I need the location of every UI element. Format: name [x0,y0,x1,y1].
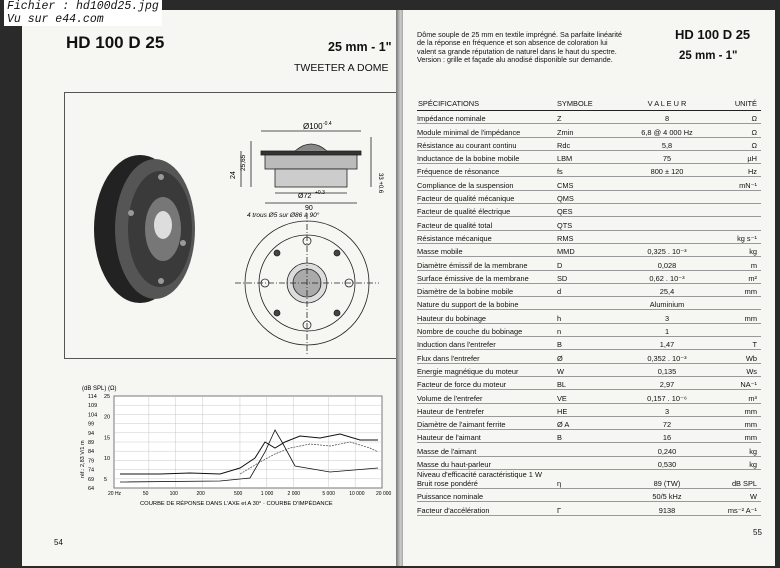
cell-sym: η [555,470,624,489]
cell-unit: Ω [710,137,761,150]
cell-sym: BL [555,376,624,389]
graph-ohm-ticks [104,394,110,483]
cell-unit: mm [710,283,761,296]
ohm-tick-label: 10 [104,456,111,463]
cell-val: 1 [624,323,710,336]
cell-val: 72 [624,416,710,429]
dim-25: 25,65 [240,154,247,171]
cell-spec: Nature du support de la bobine [417,297,555,310]
cell-sym: HE [555,403,624,416]
cell-spec: Masse mobile [417,243,555,256]
cell-sym: QTS [555,217,624,230]
cell-val: 5,8 [624,137,710,150]
x-tick-label: 500 [233,491,243,497]
header-unit: UNITÉ [710,96,761,111]
dim-24: 24 [230,171,237,179]
cell-val: 0,530 [624,456,710,469]
y-tick-label: 74 [88,467,95,474]
cell-sym [555,489,624,502]
cell-spec: Hauteur du bobinage [417,310,555,323]
graph-ylabel-spl: (dB SPL) [82,386,107,392]
watermark-line1: Fichier : hd100d25.jpg [7,0,159,13]
ohm-tick-label: 15 [104,435,111,442]
table-row [417,124,761,137]
cell-sym: n [555,323,624,336]
cell-unit: m [710,257,761,270]
cell-sym: B [555,430,624,443]
cell-spec: Masse de l'aimant [417,443,555,456]
table-row [417,443,761,456]
cell-val: 16 [624,430,710,443]
table-row [417,243,761,256]
y-tick-label: 104 [88,412,98,419]
cell-unit: Hz [710,164,761,177]
cell-unit: T [710,337,761,350]
cell-unit [710,217,761,230]
cell-val: 0,240 [624,443,710,456]
cell-unit [710,323,761,336]
ohm-tick-label: 25 [104,394,111,400]
graph-ylabel-ohm: (Ω) [108,386,117,392]
table-row [417,164,761,177]
cell-unit [710,190,761,203]
cell-unit: Ws [710,363,761,376]
cell-spec: Impédance nominale [417,111,555,124]
dim-diameter-tol: -0.4 [323,121,332,127]
table-row [417,204,761,217]
cell-spec: Hauteur de l'entrefer [417,403,555,416]
table-row [417,416,761,429]
cell-sym: Ø [555,350,624,363]
cell-sym: VE [555,390,624,403]
cell-unit [710,204,761,217]
cell-val: 0,157 . 10⁻⁶ [624,390,710,403]
cell-val [624,190,710,203]
table-row [417,430,761,443]
x-tick-label: 200 [196,491,205,497]
x-tick-label: 20 000 [376,491,392,497]
tweeter-drawing [65,93,399,358]
cell-val: 3 [624,403,710,416]
cell-spec: Fréquence de résonance [417,164,555,177]
cell-unit: m² [710,270,761,283]
spec-table-body [417,111,761,516]
cell-unit: mm [710,430,761,443]
y-tick-label: 94 [88,430,95,437]
table-row [417,376,761,389]
graph-x-ticks [108,491,392,497]
page-number-left: 54 [54,538,63,547]
table-row [417,283,761,296]
cell-unit: dB SPL [710,470,761,489]
cell-sym: Ø A [555,416,624,429]
cell-val [624,177,710,190]
cell-val: 1,47 [624,337,710,350]
table-row [417,310,761,323]
x-tick-label: 10 000 [349,491,365,497]
cell-spec: Diamètre émissif de la membrane [417,257,555,270]
cell-sym: Rdc [555,137,624,150]
ohm-tick-label: 20 [104,414,111,421]
cell-unit [710,297,761,310]
cell-unit: NA⁻¹ [710,376,761,389]
cell-spec: Niveau d'efficacité caractéristique 1 W Bruit rose pondéré [417,470,555,489]
dim-holes: 4 trous Ø5 sur Ø86 à 90° [247,212,320,219]
cell-sym: D [555,257,624,270]
right-page [403,10,775,566]
cell-val: 0,325 . 10⁻³ [624,243,710,256]
cell-spec: Résistance au courant continu [417,137,555,150]
cell-spec: Flux dans l'entrefer [417,350,555,363]
cell-spec: Inductance de la bobine mobile [417,150,555,163]
dim-90: 90 [305,205,313,212]
cell-unit: kg [710,456,761,469]
spec-header-row [417,96,761,111]
right-size: 25 mm - 1" [679,50,738,62]
cell-spec: Energie magnétique du moteur [417,363,555,376]
product-intro: Dôme souple de 25 mm en textile imprégné. Sa parfaite linéarité de la réponse en fréquence et son absence de coloration lui valent sa grande réputation de naturel dans le haut du spectre. Version : grille et façade alu anodisé disponible sur demande. [417,30,622,65]
header-sym: SYMBOLE [555,96,624,111]
dim-inner-tol: +0.3 [315,190,325,196]
cell-val: 25,4 [624,283,710,296]
product-type: TWEETER A DOME [294,62,389,74]
cell-sym [555,443,624,456]
x-tick-label: 2 000 [287,491,301,497]
table-row [417,190,761,203]
table-row [417,323,761,336]
cell-unit: kg s⁻¹ [710,230,761,243]
x-tick-label: 100 [169,491,178,497]
x-tick-label: 1 000 [260,491,274,497]
cell-val: 75 [624,150,710,163]
cell-spec: Diamètre de l'aimant ferrite [417,416,555,429]
table-row [417,403,761,416]
cell-sym [555,456,624,469]
table-row [417,270,761,283]
table-row [417,217,761,230]
cell-sym: MMD [555,243,624,256]
table-row [417,111,761,124]
table-row [417,257,761,270]
cell-sym: h [555,310,624,323]
page-number-right: 55 [753,528,762,537]
cell-spec: Compliance de la suspension [417,177,555,190]
cell-unit: kg [710,443,761,456]
cell-sym: d [555,283,624,296]
table-row [417,150,761,163]
cell-val [624,230,710,243]
cell-unit: mN⁻¹ [710,177,761,190]
cell-spec: Induction dans l'entrefer [417,337,555,350]
y-tick-label: 99 [88,421,95,428]
table-row [417,337,761,350]
x-tick-label: 50 [142,491,149,497]
watermark-line2: Vu sur e44.com [7,13,104,26]
tweeter-photo [94,155,195,303]
cell-spec: Facteur de qualité mécanique [417,190,555,203]
x-tick-label: 20 Hz [108,491,122,497]
cell-spec: Résistance mécanique [417,230,555,243]
table-row [417,489,761,502]
cell-val: 0,352 . 10⁻³ [624,350,710,363]
y-tick-label: 109 [88,403,98,410]
header-spec: SPÉCIFICATIONS [417,96,555,111]
cell-spec: Facteur de qualité électrique [417,204,555,217]
cell-val: 0,62 . 10⁻³ [624,270,710,283]
dim-33: 33 +0.6 [377,173,383,194]
graph-caption: COURBE DE RÉPONSE DANS L'AXE et A 30° · COURBE D'IMPÉDANCE [140,501,333,507]
cell-spec: Facteur de force du moteur [417,376,555,389]
cell-spec: Surface émissive de la membrane [417,270,555,283]
graph-side-label: réf.: 2,83 V/1 m [80,440,86,478]
cell-sym: QES [555,204,624,217]
cell-sym: RMS [555,230,624,243]
cell-spec: Module minimal de l'impédance [417,124,555,137]
cell-unit: ms⁻² A⁻¹ [710,502,761,515]
y-tick-label: 79 [88,458,95,465]
cell-spec: Facteur de qualité total [417,217,555,230]
cell-unit: W [710,489,761,502]
header-val: V A L E U R [624,96,710,111]
cell-sym: SD [555,270,624,283]
cell-spec: Facteur d'accélération [417,502,555,515]
y-tick-label: 84 [88,449,95,456]
response-graph [70,382,398,512]
table-row [417,297,761,310]
cell-val: 0,028 [624,257,710,270]
cell-unit: mm [710,310,761,323]
y-tick-label: 114 [88,394,97,400]
file-watermark [4,0,162,26]
table-row [417,456,761,469]
cell-val: 6,8 @ 4 000 Hz [624,124,710,137]
product-size: 25 mm - 1" [328,40,392,54]
y-tick-label: 89 [88,440,95,446]
table-row [417,363,761,376]
cell-sym: Zmin [555,124,624,137]
cell-val: 8 [624,111,710,124]
front-view [235,213,379,355]
cell-unit: m³ [710,390,761,403]
cell-val: 50/5 kHz [624,489,710,502]
cell-sym: CMS [555,177,624,190]
table-row [417,470,761,489]
cell-val [624,204,710,217]
dim-diameter: Ø100 [303,122,323,131]
right-title: HD 100 D 25 [675,27,751,42]
cell-unit: Ω [710,111,761,124]
graph-y-ticks [88,394,97,492]
cell-unit: mm [710,403,761,416]
cell-sym: W [555,363,624,376]
cell-val: 800 ± 120 [624,164,710,177]
cell-spec: Nombre de couche du bobinage [417,323,555,336]
response-graph-svg [70,382,398,512]
cell-unit: Ω [710,124,761,137]
cell-val: 9138 [624,502,710,515]
cell-sym: QMS [555,190,624,203]
table-row [417,137,761,150]
drawing-box [64,92,399,359]
cell-sym: Γ [555,502,624,515]
cell-spec: Volume de l'entrefer [417,390,555,403]
spec-table [417,96,761,516]
cell-val: Aluminium [624,297,710,310]
table-row [417,230,761,243]
cell-spec: Diamètre de la bobine mobile [417,283,555,296]
cell-sym: fs [555,164,624,177]
cell-val: 0,135 [624,363,710,376]
cell-sym: Z [555,111,624,124]
cell-unit: kg [710,243,761,256]
cell-unit: Wb [710,350,761,363]
left-page [22,10,398,566]
cell-spec: Hauteur de l'aimant [417,430,555,443]
cell-spec: Puissance nominale [417,489,555,502]
cell-sym [555,297,624,310]
cell-spec: Masse du haut-parleur [417,456,555,469]
table-row [417,502,761,515]
table-row [417,350,761,363]
cell-sym: B [555,337,624,350]
cell-sym: LBM [555,150,624,163]
cell-val: 3 [624,310,710,323]
table-row [417,177,761,190]
dim-inner: Ø72 [298,193,312,200]
cell-unit: mm [710,416,761,429]
y-tick-label: 64 [88,486,95,492]
x-tick-label: 5 000 [322,491,335,497]
cell-unit: µH [710,150,761,163]
product-title: HD 100 D 25 [66,33,165,52]
table-row [417,390,761,403]
cell-val: 2,97 [624,376,710,389]
ohm-tick-label: 5 [104,476,108,483]
y-tick-label: 69 [88,476,95,483]
cell-val [624,217,710,230]
cell-val: 89 (TW) [624,470,710,489]
